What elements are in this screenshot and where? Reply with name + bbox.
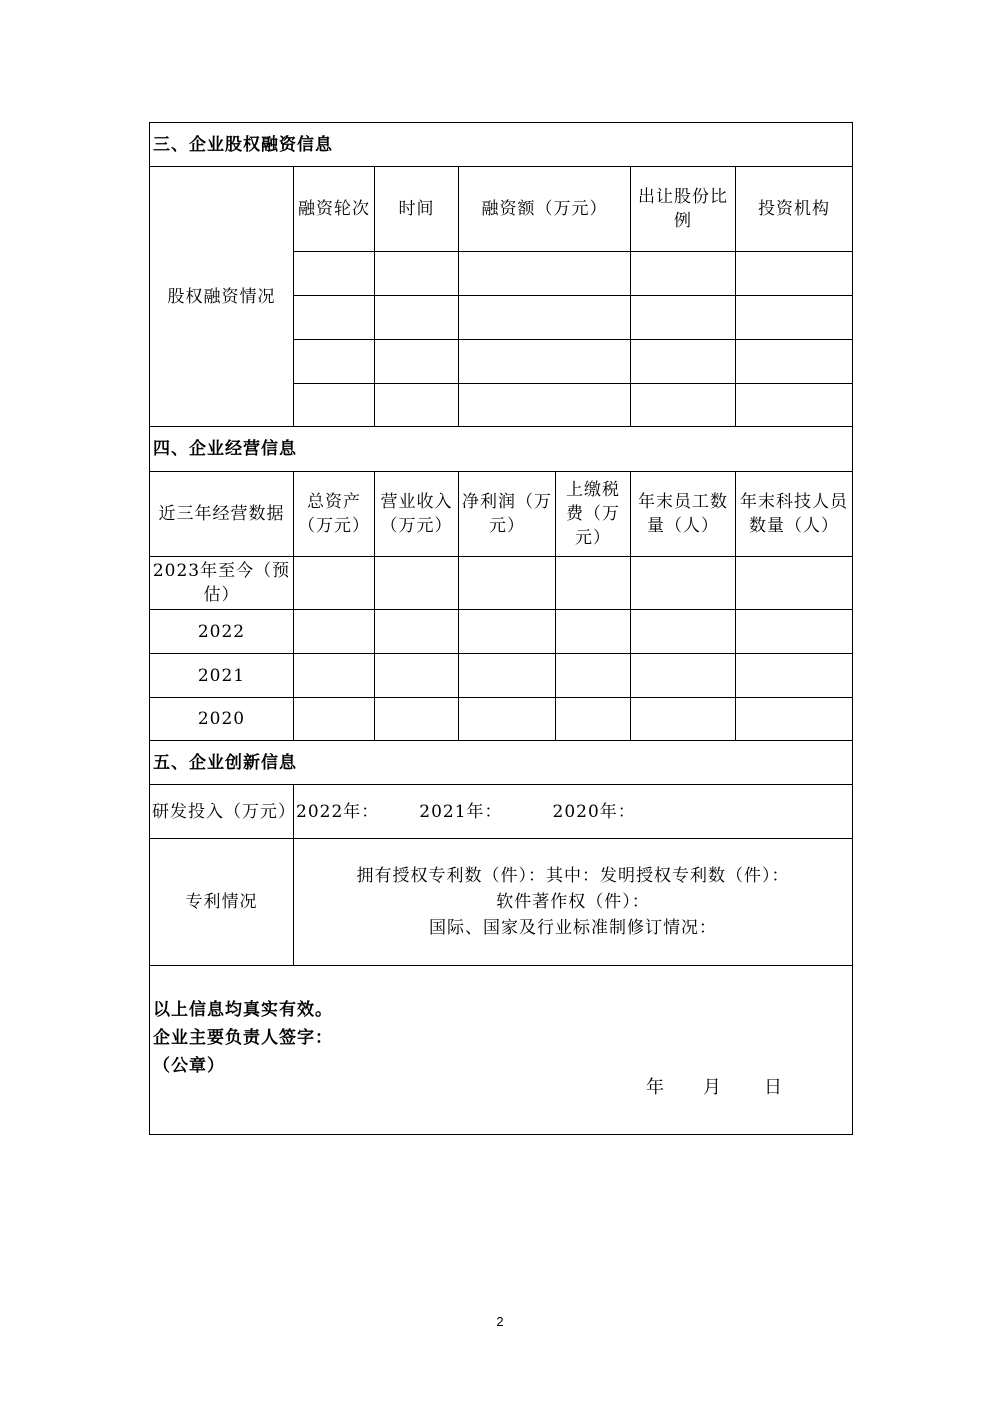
data-cell[interactable] (294, 610, 375, 654)
section5-title: 五、企业创新信息 (150, 741, 853, 785)
data-cell[interactable] (736, 610, 853, 654)
date-line[interactable] (646, 1076, 783, 1100)
year-label: 2022 (150, 610, 294, 654)
financing-cell[interactable] (375, 296, 459, 340)
patent-line-standards: 国际、国家及行业标准制修订情况： (429, 918, 718, 938)
header-employees: 年末员工数量（人） (631, 472, 736, 557)
financing-cell[interactable] (375, 340, 459, 384)
financing-cell[interactable] (459, 252, 631, 296)
financing-cell[interactable] (631, 340, 736, 384)
patent-line-authorized: 拥有授权专利数（件）：其中：发明授权专利数（件）： (356, 866, 790, 886)
year-label: 2023年至今（预估） (150, 557, 294, 610)
date-day-label: 日 (764, 1077, 783, 1098)
financing-cell[interactable] (736, 296, 853, 340)
header-investor: 投资机构 (736, 167, 853, 252)
rd-investment-values[interactable] (294, 785, 853, 839)
header-time: 时间 (375, 167, 459, 252)
financing-cell[interactable] (631, 296, 736, 340)
financing-cell[interactable] (294, 252, 375, 296)
data-cell[interactable] (556, 698, 631, 741)
data-cell[interactable] (375, 557, 459, 610)
year-row (150, 698, 853, 741)
header-share-ratio: 出让股份比例 (631, 167, 736, 252)
data-cell[interactable] (375, 610, 459, 654)
data-cell[interactable] (736, 557, 853, 610)
financing-cell[interactable] (459, 296, 631, 340)
financing-cell[interactable] (459, 340, 631, 384)
data-cell[interactable] (556, 610, 631, 654)
year-row (150, 610, 853, 654)
financing-cell[interactable] (294, 340, 375, 384)
year-label: 2020 (150, 698, 294, 741)
section4-title: 四、企业经营信息 (150, 427, 853, 472)
date-year-label: 年 (646, 1077, 665, 1098)
year-row (150, 654, 853, 698)
financing-cell[interactable] (294, 296, 375, 340)
patent-label: 专利情况 (150, 839, 294, 966)
data-cell[interactable] (631, 698, 736, 741)
header-financing-amount: 融资额（万元） (459, 167, 631, 252)
header-tech-staff: 年末科技人员数量（人） (736, 472, 853, 557)
header-financing-round: 融资轮次 (294, 167, 375, 252)
operating-data-label: 近三年经营数据 (150, 472, 294, 557)
data-cell[interactable] (556, 557, 631, 610)
seal-label: （公章） (153, 1056, 225, 1076)
rd-investment-label: 研发投入（万元） (150, 785, 294, 839)
date-month-label: 月 (703, 1077, 722, 1098)
data-cell[interactable] (459, 557, 556, 610)
rd-year-2021: 2021年： (419, 801, 503, 822)
financing-cell[interactable] (375, 252, 459, 296)
financing-cell[interactable] (631, 384, 736, 427)
data-cell[interactable] (736, 654, 853, 698)
data-cell[interactable] (736, 698, 853, 741)
data-cell[interactable] (631, 557, 736, 610)
equity-financing-label: 股权融资情况 (150, 167, 294, 427)
data-cell[interactable] (459, 610, 556, 654)
rd-year-2020: 2020年： (552, 801, 636, 822)
data-cell[interactable] (375, 654, 459, 698)
data-cell[interactable] (459, 654, 556, 698)
header-taxes: 上缴税费（万元） (556, 472, 631, 557)
header-total-assets: 总资产（万元） (294, 472, 375, 557)
data-cell[interactable] (556, 654, 631, 698)
financing-cell[interactable] (459, 384, 631, 427)
enterprise-info-form (149, 122, 853, 1135)
financing-cell[interactable] (375, 384, 459, 427)
section3-title: 三、企业股权融资信息 (150, 123, 853, 167)
rd-year-2022: 2022年： (296, 801, 380, 822)
declaration-statement: 以上信息均真实有效。 (153, 1000, 333, 1020)
header-net-profit: 净利润（万元） (459, 472, 556, 557)
declaration-cell (150, 966, 853, 1135)
financing-cell[interactable] (736, 384, 853, 427)
data-cell[interactable] (459, 698, 556, 741)
year-row (150, 557, 853, 610)
data-cell[interactable] (294, 557, 375, 610)
financing-cell[interactable] (736, 252, 853, 296)
financing-cell[interactable] (736, 340, 853, 384)
patent-line-software: 软件著作权（件）： (496, 892, 650, 912)
signature-label[interactable]: 企业主要负责人签字： (153, 1028, 333, 1048)
patent-details[interactable] (294, 839, 853, 966)
data-cell[interactable] (631, 654, 736, 698)
year-label: 2021 (150, 654, 294, 698)
financing-cell[interactable] (294, 384, 375, 427)
page-number: 2 (496, 1314, 504, 1329)
data-cell[interactable] (294, 654, 375, 698)
data-cell[interactable] (375, 698, 459, 741)
data-cell[interactable] (631, 610, 736, 654)
financing-cell[interactable] (631, 252, 736, 296)
data-cell[interactable] (294, 698, 375, 741)
header-revenue: 营业收入（万元） (375, 472, 459, 557)
